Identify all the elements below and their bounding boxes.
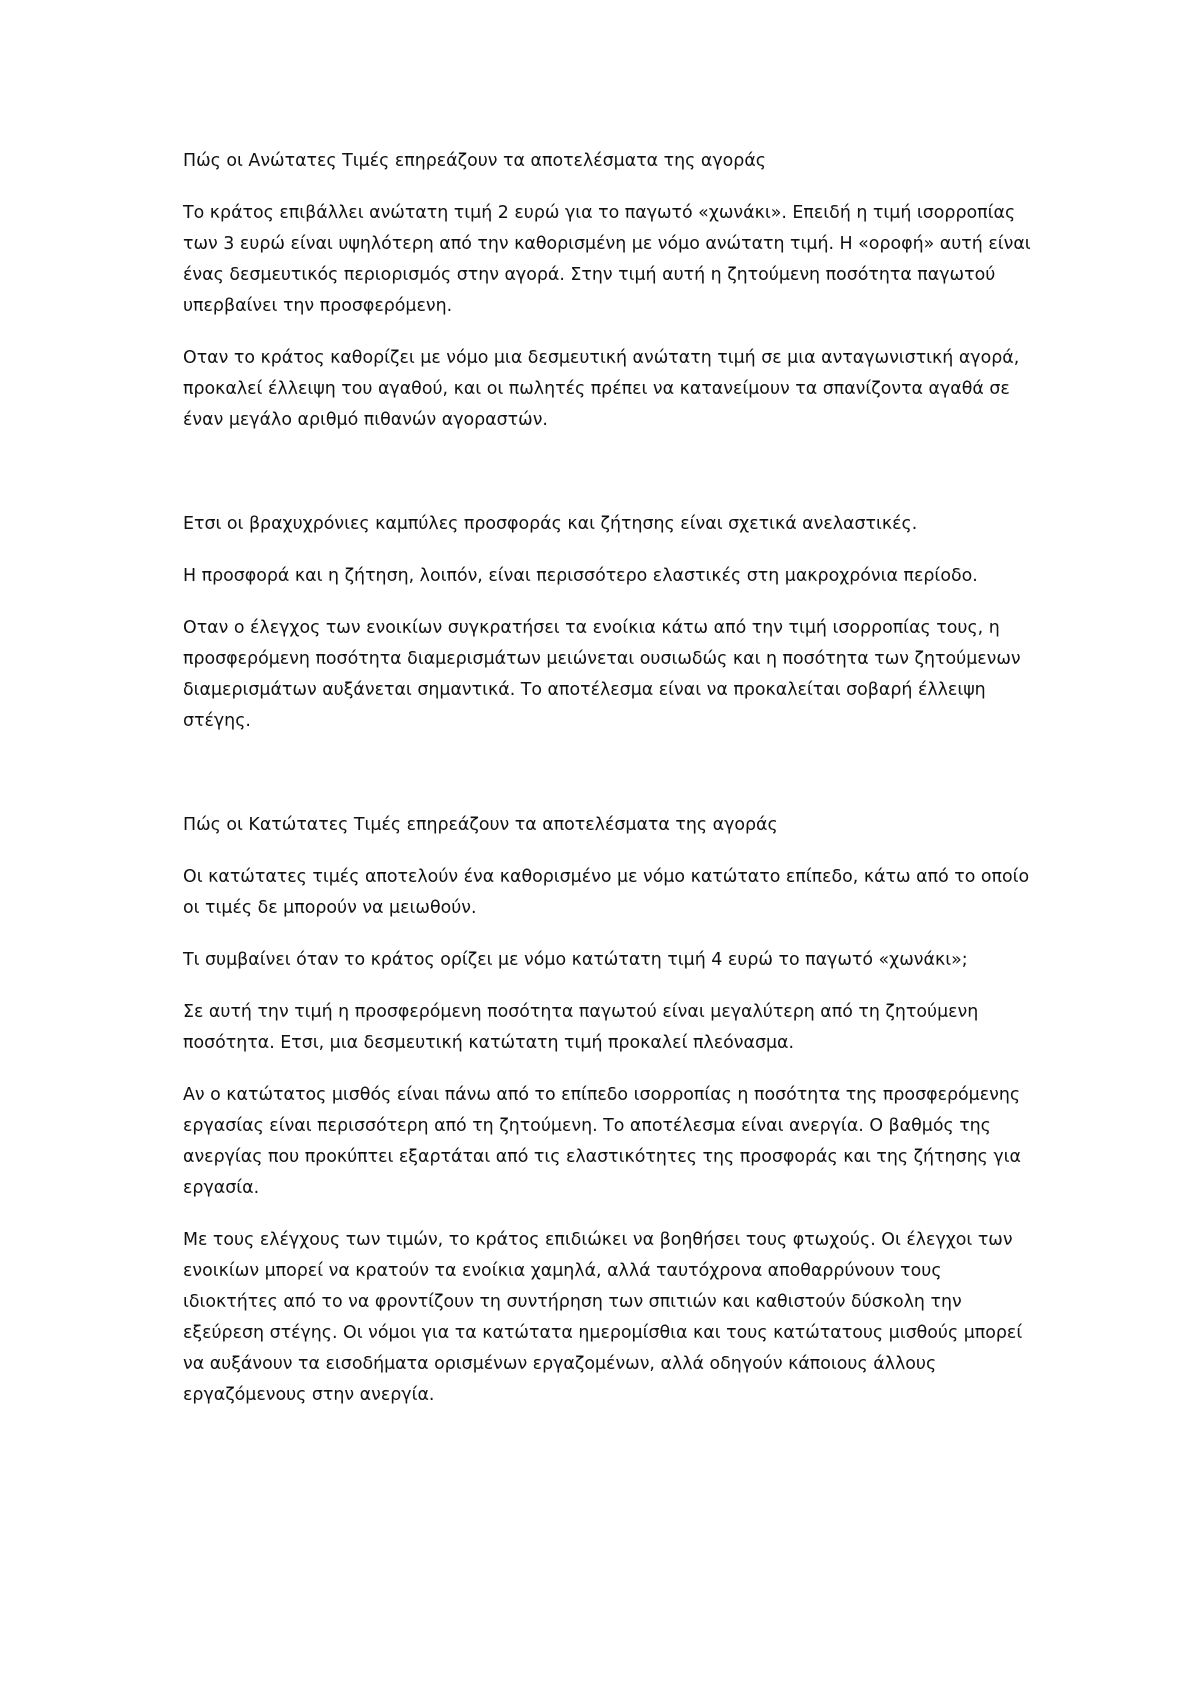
paragraph: Η προσφορά και η ζήτηση, λοιπόν, είναι περισσότερο ελαστικές στη μακροχρόνια περίοδο. <box>183 566 978 586</box>
paragraph: Οι κατώτατες τιμές αποτελούν ένα καθορισμένο με νόμο κατώτατο επίπεδο, κάτω από το οποίο οι τιμές δε μπορούν να μειωθούν. <box>183 867 1030 918</box>
paragraph: Το κράτος επιβάλλει ανώτατη τιμή 2 ευρώ για το παγωτό «χωνάκι». Επειδή η τιμή ισορροπίας των 3 ευρώ είναι υψηλότερη από την καθορισμένη με νόμο ανώτατη τιμή. Η «οροφή» αυτή είναι ένας δεσμευτικός περιορισμός στην αγορά. Στην τιμή αυτή η ζητούμενη ποσότητα παγωτού υπερβαίνει την προσφερόμενη. <box>183 203 1031 316</box>
section-spacer <box>183 457 1033 509</box>
paragraph: Τι συμβαίνει όταν το κράτος ορίζει με νόμο κατώτατη τιμή 4 ευρώ το παγωτό «χωνάκι»; <box>183 950 968 970</box>
section-spacer <box>183 758 1033 810</box>
paragraph: Ετσι οι βραχυχρόνιες καμπύλες προσφοράς και ζήτησης είναι σχετικά ανελαστικές. <box>183 514 918 534</box>
paragraph: Οταν το κράτος καθορίζει με νόμο μια δεσμευτική ανώτατη τιμή σε μια ανταγωνιστική αγορά, προκαλεί έλλειψη του αγαθού, και οι πωλητές πρέπει να κατανείμουν τα σπανίζοντα αγαθά σε έναν μεγάλο αριθμό πιθανών αγοραστών. <box>183 348 1020 430</box>
section-heading-price-ceilings: Πώς οι Ανώτατες Τιμές επηρεάζουν τα αποτελέσματα της αγοράς <box>183 151 766 171</box>
paragraph: Οταν ο έλεγχος των ενοικίων συγκρατήσει τα ενοίκια κάτω από την τιμή ισορροπίας τους, η προσφερόμενη ποσότητα διαμερισμάτων μειώνεται ουσιωδώς και η ποσότητα των ζητούμενων διαμερισμάτων αυξάνεται σημαντικά. Το αποτέλεσμα είναι να προκαλείται σοβαρή έλλειψη στέγης. <box>183 618 1021 731</box>
paragraph: Σε αυτή την τιμή η προσφερόμενη ποσότητα παγωτού είναι μεγαλύτερη από τη ζητούμενη ποσότητα. Ετσι, μια δεσμευτική κατώτατη τιμή προκαλεί πλεόνασμα. <box>183 1002 979 1053</box>
paragraph: Αν ο κατώτατος μισθός είναι πάνω από το επίπεδο ισορροπίας η ποσότητα της προσφερόμενης εργασίας είναι περισσότερη από τη ζητούμενη. Το αποτέλεσμα είναι ανεργία. Ο βαθμός της ανεργίας που προκύπτει εξαρτάται από τις ελαστικότητες της προσφοράς και της ζήτησης για εργασία. <box>183 1085 1021 1198</box>
paragraph: Με τους ελέγχους των τιμών, το κράτος επιδιώκει να βοηθήσει τους φτωχούς. Οι έλεγχοι των ενοικίων μπορεί να κρατούν τα ενοίκια χαμηλά, αλλά ταυτόχρονα αποθαρρύνουν τους ιδιοκτήτες από το να φροντίζουν τη συντήρηση των σπιτιών και καθιστούν δύσκολη την εξεύρεση στέγης. Οι νόμοι για τα κατώτατα ημερομίσθια και τους κατώτατους μισθούς μπορεί να αυξάνουν τα εισοδήματα ορισμένων εργαζομένων, αλλά οδηγούν κάποιους άλλους εργαζόμενους στην ανεργία. <box>183 1230 1023 1405</box>
document-body <box>183 146 1033 1432</box>
section-heading-price-floors: Πώς οι Κατώτατες Τιμές επηρεάζουν τα αποτελέσματα της αγοράς <box>183 815 778 835</box>
